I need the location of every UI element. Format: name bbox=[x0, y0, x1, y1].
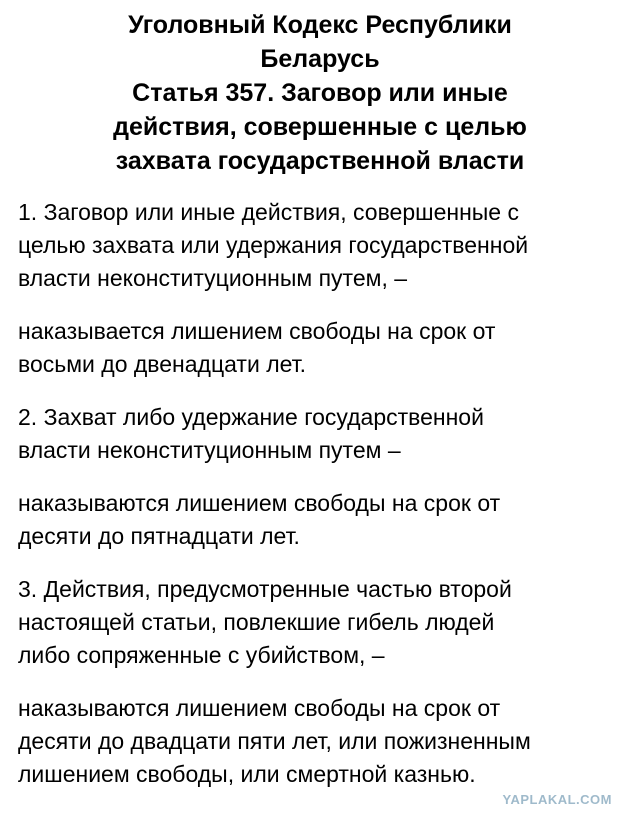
paragraph-penalty-2 bbox=[18, 487, 622, 553]
site-watermark: YAPLAKAL.COM bbox=[502, 792, 612, 807]
paragraph-part-2 bbox=[18, 401, 622, 467]
article-body bbox=[18, 196, 622, 791]
text-line: наказываются лишением свободы на срок от bbox=[18, 490, 501, 516]
text-line: либо сопряженные с убийством, – bbox=[18, 642, 385, 668]
text-line: наказываются лишением свободы на срок от bbox=[18, 695, 501, 721]
document-title bbox=[30, 8, 610, 178]
title-line: Статья 357. Заговор или иные bbox=[132, 79, 508, 107]
text-line: наказывается лишением свободы на срок от bbox=[18, 318, 496, 344]
text-line: власти неконституционным путем, – bbox=[18, 265, 408, 291]
title-line: Уголовный Кодекс Республики bbox=[128, 11, 512, 39]
paragraph-part-1 bbox=[18, 196, 622, 295]
title-line: захвата государственной власти bbox=[115, 147, 525, 175]
paragraph-part-3 bbox=[18, 573, 622, 672]
text-line: лишением свободы, или смертной казнью. bbox=[18, 761, 476, 787]
text-line: 2. Захват либо удержание государственной bbox=[18, 404, 484, 430]
paragraph-penalty-1 bbox=[18, 315, 622, 381]
text-line: целью захвата или удержания государственной bbox=[18, 232, 529, 258]
text-line: восьми до двенадцати лет. bbox=[18, 351, 307, 377]
title-line: Беларусь bbox=[260, 45, 380, 73]
text-line: настоящей статьи, повлекшие гибель людей bbox=[18, 609, 495, 635]
text-line: 3. Действия, предусмотренные частью второй bbox=[18, 576, 512, 602]
text-line: 1. Заговор или иные действия, совершенные с bbox=[18, 199, 519, 225]
text-line: власти неконституционным путем – bbox=[18, 437, 401, 463]
text-line: десяти до двадцати пяти лет, или пожизненным bbox=[18, 728, 531, 754]
text-line: десяти до пятнадцати лет. bbox=[18, 523, 300, 549]
paragraph-penalty-3 bbox=[18, 692, 622, 791]
title-line: действия, совершенные с целью bbox=[113, 113, 527, 141]
